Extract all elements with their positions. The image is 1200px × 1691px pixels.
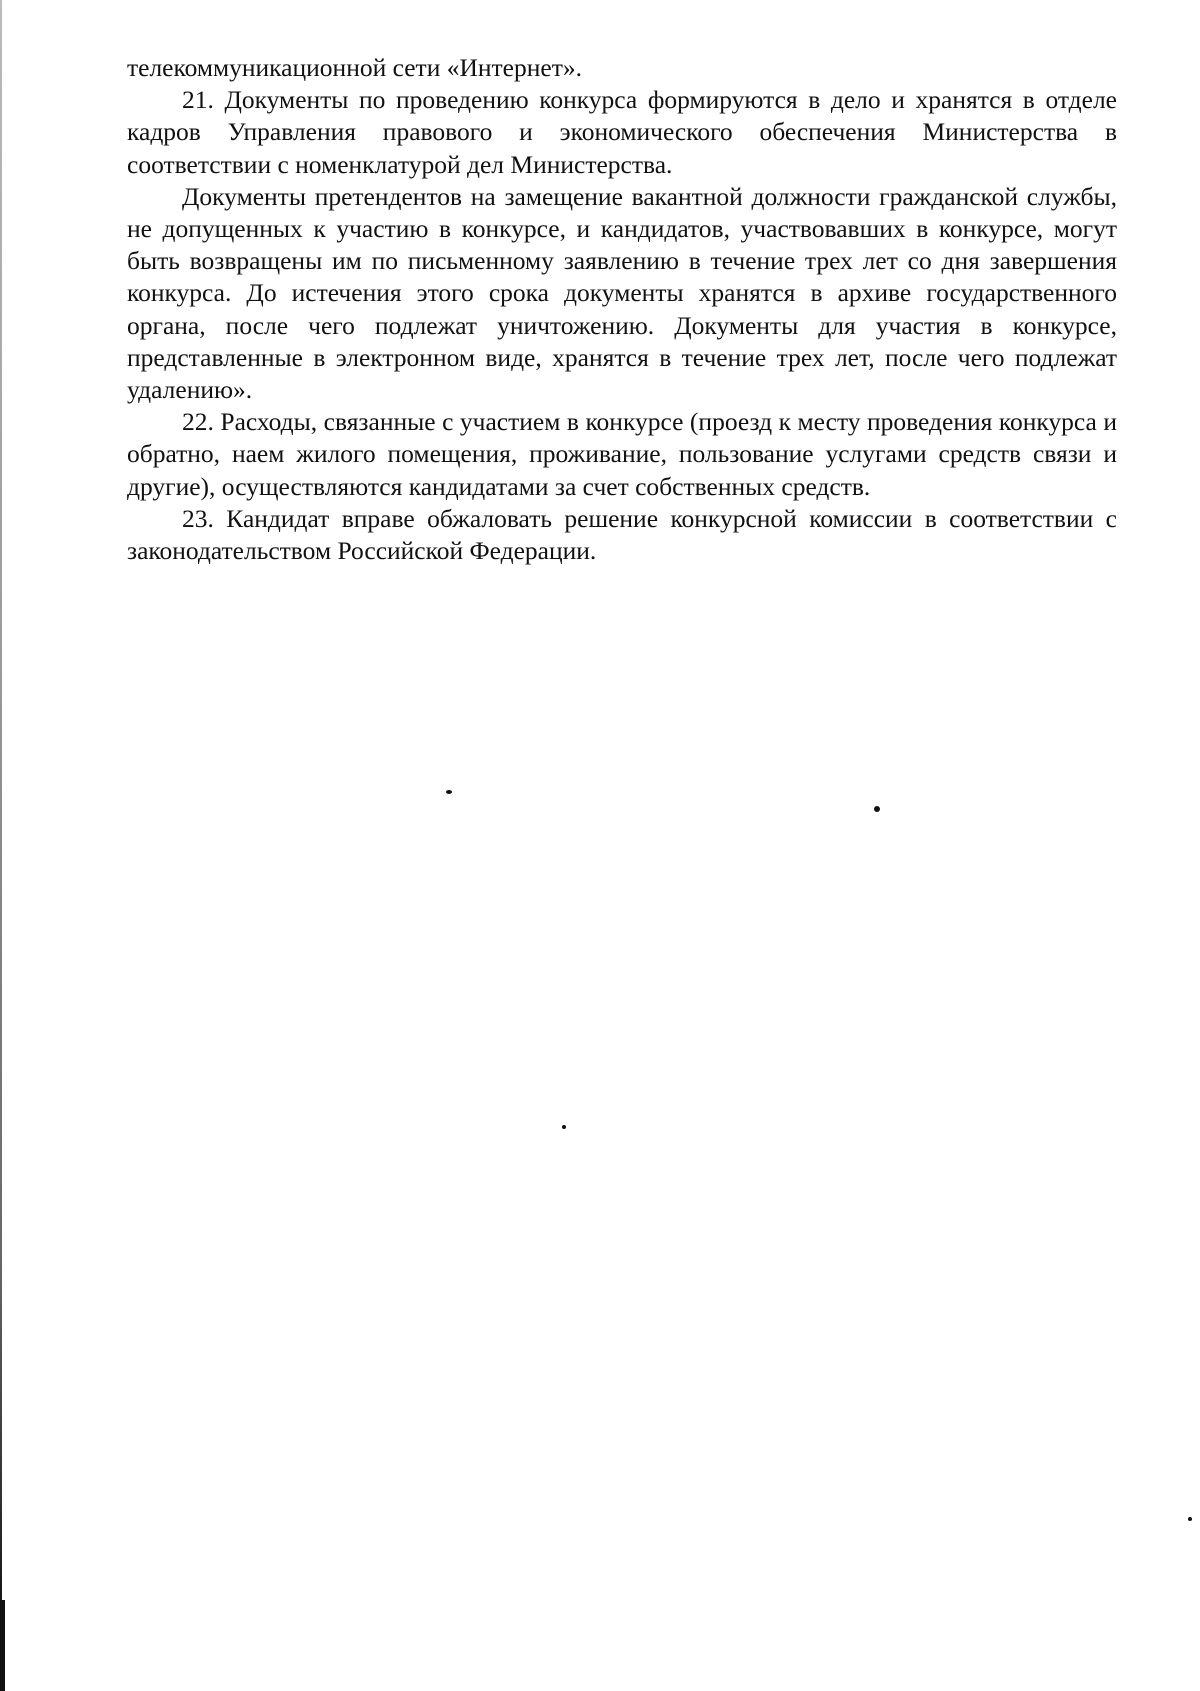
paragraph-21: 21. Документы по проведению конкурса формируются в дело и хранятся в отделе кадров Управления правового и экономического обеспечения Министерства в соответствии с номенклатурой дел Министерства. [127,85,1117,179]
paragraph-22: 22. Расходы, связанные с участием в конкурсе (проезд к месту проведения конкурса и обратно, наем жилого помещения, проживание, пользование услугами средств связи и другие), осуществляются кандидатами за счет собственных средств. [127,407,1117,501]
scan-speck [1188,1517,1192,1521]
scan-left-edge [0,0,2,1691]
scan-speck [874,806,880,812]
scan-left-edge-shadow [0,1600,5,1691]
document-page [127,52,1117,567]
paragraph-continuation: телекоммуникационной сети «Интернет». [127,53,582,82]
scan-speck [446,790,452,794]
scan-speck [562,1125,566,1129]
paragraph-23: 23. Кандидат вправе обжаловать решение конкурсной комиссии в соответствии с законодательством Российской Федерации. [127,503,1117,566]
paragraph-documents-return: Документы претендентов на замещение вакантной должности гражданской службы, не допущенных к участию в конкурсе, и кандидатов, участвовавших в конкурсе, могут быть возвращены им по письменному заявлению в течение трех лет со дня завершения конкурса. До истечения этого срока документы хранятся в архиве государственного органа, после чего подлежат уничтожению. Документы для участия в конкурсе, представленные в электронном виде, хранятся в течение трех лет, после чего подлежат удалению». [127,181,1117,405]
